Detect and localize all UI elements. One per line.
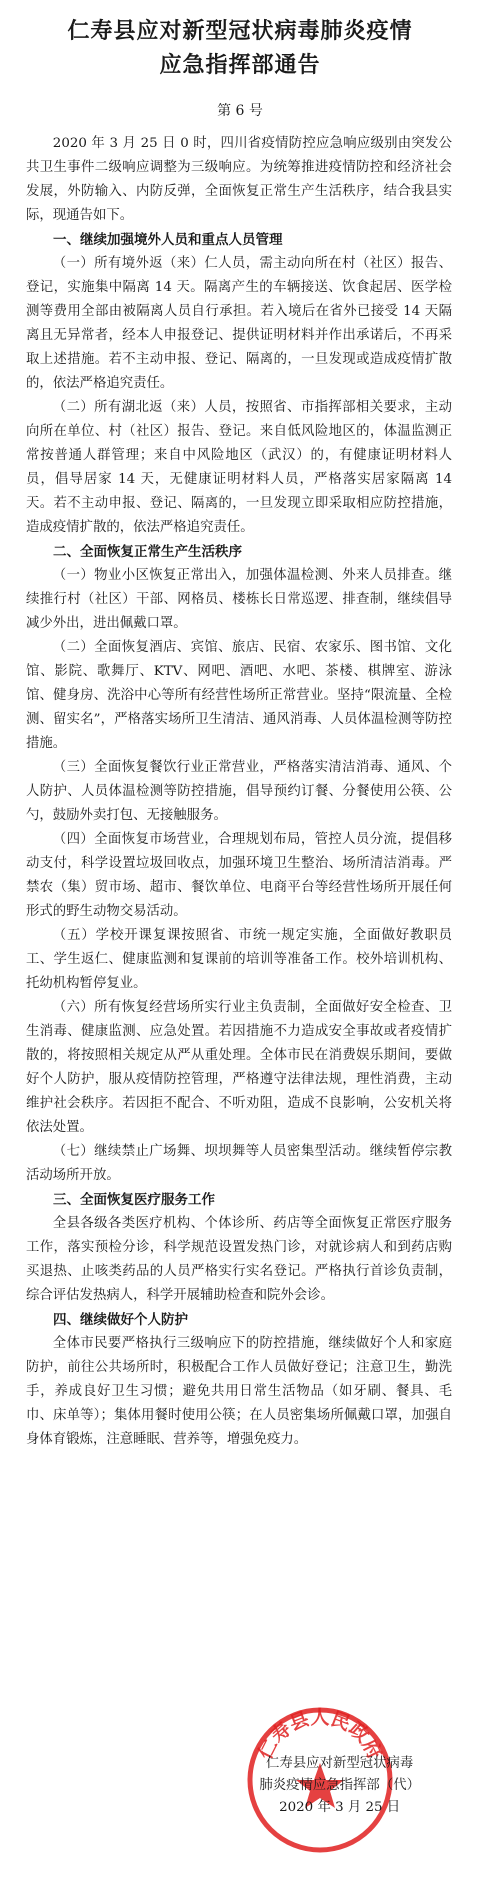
paragraph: 2020 年 3 月 25 日 0 时，四川省疫情防控应急响应级别由突发公共卫生事件二级响应调整为三级响应。为统筹推进疫情防控和经济社会发展，外防输入、内防反弹，全面恢复正常生产生活秩序，结合我县实际，现通告如下。 xyxy=(26,136,452,223)
paragraph: （四）全面恢复市场营业，合理规划布局，管控人员分流，提倡移动支付，科学设置垃圾回收点，加强环境卫生整治、场所清洁消毒。严禁农（集）贸市场、超市、餐饮单位、电商平台等经营性场所开展任何形式的野生动物交易活动。 xyxy=(26,832,452,919)
paragraph: （二）全面恢复酒店、宾馆、旅店、民宿、农家乐、图书馆、文化馆、影院、歌舞厅、KTV、网吧、酒吧、水吧、茶楼、棋牌室、游泳馆、健身房、洗浴中心等所有经营性场所正常营业。坚持“限流量、全检测、留实名”，严格落实场所卫生清洁、通风消毒、人员体温检测等防控措施。 xyxy=(26,640,452,751)
notice-body xyxy=(0,132,480,1452)
seal-text: 仁寿县人民政府 xyxy=(254,1706,386,1763)
signature-line-2: 肺炎疫情应急指挥部（代） xyxy=(259,1778,420,1793)
paragraph: （二）所有湖北返（来）人员，按照省、市指挥部相关要求，主动向所在单位、村（社区）报告、登记。来自低风险地区的，体温监测正常按普通人群管理；来自中风险地区（武汉）的，有健康证明材料人员，倡导居家 14 天，无健康证明材料人员，严格落实居家隔离 14 天。若不主动申报、登记、隔离的，一旦发现立即采取相应防控措施，造成疫情扩散的，依法严格追究责任。 xyxy=(26,400,452,535)
section-heading: 二、全面恢复正常生产生活秩序 xyxy=(53,544,242,560)
section-heading: 一、继续加强境外人员和重点人员管理 xyxy=(53,232,283,248)
paragraph: （一）物业小区恢复正常出入，加强体温检测、外来人员排查。继续推行村（社区）干部、网格员、楼栋长日常巡逻、排查制，继续倡导减少外出，进出佩戴口罩。 xyxy=(26,568,452,631)
signature-date: 2020 年 3 月 25 日 xyxy=(279,1800,401,1815)
notice-title xyxy=(0,0,480,82)
paragraph: （三）全面恢复餐饮行业正常营业，严格落实清洁消毒、通风、个人防护、人员体温检测等防控措施，倡导预约订餐、分餐使用公筷、公勺，鼓励外卖打包、无接触服务。 xyxy=(26,760,452,823)
paragraph: （七）继续禁止广场舞、坝坝舞等人员密集型活动。继续暂停宗教活动场所开放。 xyxy=(26,1144,452,1183)
signature-line-1: 仁寿县应对新型冠状病毒 xyxy=(266,1756,414,1771)
paragraph: （五）学校开课复课按照省、市统一规定实施，全面做好教职员工、学生返仁、健康监测和复课前的培训等准备工作。校外培训机构、托幼机构暂停复业。 xyxy=(26,928,452,991)
section-heading: 三、全面恢复医疗服务工作 xyxy=(53,1192,215,1208)
section-heading: 四、继续做好个人防护 xyxy=(53,1312,188,1328)
paragraph: 全县各级各类医疗机构、个体诊所、药店等全面恢复正常医疗服务工作，落实预检分诊，科学规范设置发热门诊，对就诊病人和到药店购买退热、止咳类药品的人员严格实行实名登记。严格执行首诊负责制，综合评估发热病人，科学开展辅助检查和院外会诊。 xyxy=(26,1216,452,1303)
title-line-2: 应急指挥部通告 xyxy=(159,52,321,78)
paragraph: （六）所有恢复经营场所实行业主负责制，全面做好安全检查、卫生消毒、健康监测、应急处置。若因措施不力造成安全事故或者疫情扩散的，将按照相关规定从严从重处理。全体市民在消费娱乐期间，要做好个人防护，服从疫情防控管理，严格遵守法律法规，理性消费，主动维护社会秩序。若因拒不配合、不听劝阻，造成不良影响，公安机关将依法处置。 xyxy=(26,1000,452,1135)
notice-number: 第 6 号 xyxy=(217,103,263,119)
signature-block xyxy=(259,1753,420,1819)
title-line-1: 仁寿县应对新型冠状病毒肺炎疫情 xyxy=(67,18,413,44)
paragraph: （一）所有境外返（来）仁人员，需主动向所在村（社区）报告、登记，实施集中隔离 14 天。隔离产生的车辆接送、饮食起居、医学检测等费用全部由被隔离人员自行承担。若入境后在省外已接受 14 天隔离且无异常者，经本人申报登记、提供证明材料并作出承诺后，不再采取上述措施。若不主动申报、登记、隔离的，一旦发现或造成疫情扩散的，依法严格追究责任。 xyxy=(26,256,452,391)
paragraph: 全体市民要严格执行三级响应下的防控措施，继续做好个人和家庭防护，前往公共场所时，积极配合工作人员做好登记；注意卫生，勤洗手，养成良好卫生习惯；避免共用日常生活物品（如牙刷、餐具、毛巾、床单等）；集体用餐时使用公筷；在人员密集场所佩戴口罩，加强自身体育锻炼，注意睡眠、营养等，增强免疫力。 xyxy=(26,1336,452,1447)
